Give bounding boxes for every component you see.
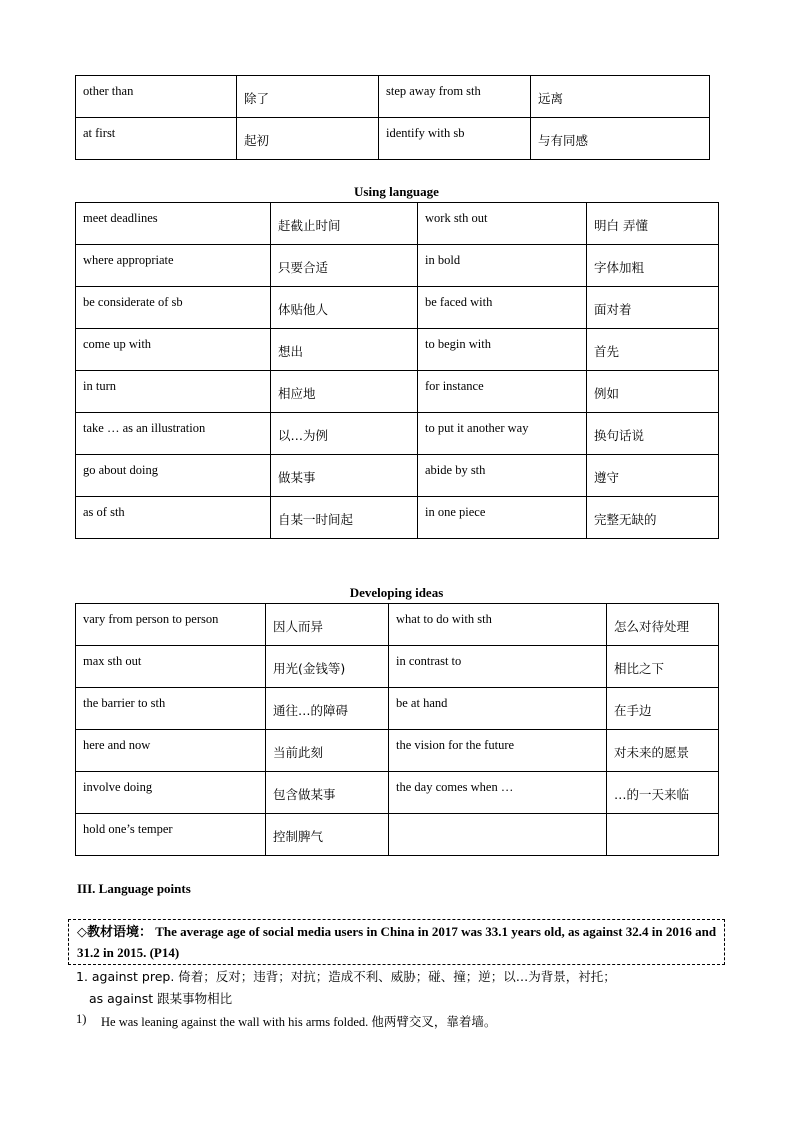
english-phrase: be faced with bbox=[425, 295, 493, 309]
section-title-using-language: Using language bbox=[354, 184, 439, 199]
phrase-cell bbox=[76, 646, 266, 688]
meaning-cell bbox=[587, 371, 719, 413]
chinese-meaning: 用光(金钱等) bbox=[273, 661, 346, 676]
chinese-meaning: 除了 bbox=[244, 91, 270, 106]
meaning-cell bbox=[587, 287, 719, 329]
phrase-cell bbox=[379, 118, 531, 160]
english-phrase: to put it another way bbox=[425, 421, 529, 435]
phrase-cell bbox=[389, 646, 607, 688]
table-row bbox=[76, 688, 719, 730]
phrase-cell bbox=[76, 772, 266, 814]
meaning-cell bbox=[587, 413, 719, 455]
meaning-cell bbox=[271, 371, 418, 413]
table-row bbox=[76, 413, 719, 455]
phrase-cell bbox=[389, 604, 607, 646]
chinese-meaning: 体贴他人 bbox=[278, 302, 329, 317]
table-row bbox=[76, 497, 719, 539]
phrase-cell bbox=[389, 730, 607, 772]
english-phrase: the day comes when … bbox=[396, 780, 514, 794]
meaning-cell bbox=[271, 497, 418, 539]
english-phrase: be considerate of sb bbox=[83, 295, 183, 309]
meaning-cell bbox=[531, 76, 710, 118]
language-points-heading: III. Language points bbox=[77, 881, 191, 896]
meaning-cell bbox=[237, 118, 379, 160]
meaning-cell bbox=[531, 118, 710, 160]
example-1-number: 1) bbox=[76, 1012, 87, 1026]
phrase-cell bbox=[418, 329, 587, 371]
chinese-meaning bbox=[607, 814, 718, 829]
table-row bbox=[76, 814, 719, 856]
meaning-cell bbox=[587, 455, 719, 497]
english-phrase: go about doing bbox=[83, 463, 158, 477]
chinese-meaning: 首先 bbox=[594, 344, 620, 359]
meaning-cell bbox=[587, 329, 719, 371]
english-phrase: take … as an illustration bbox=[83, 421, 206, 435]
meaning-cell bbox=[266, 604, 389, 646]
chinese-meaning: 明白 弄懂 bbox=[594, 218, 648, 233]
english-phrase: meet deadlines bbox=[83, 211, 158, 225]
table-row bbox=[76, 646, 719, 688]
phrase-cell bbox=[418, 287, 587, 329]
chinese-meaning: 自某一时间起 bbox=[278, 512, 354, 527]
chinese-meaning: 起初 bbox=[244, 133, 270, 148]
chinese-meaning: 通往…的障碍 bbox=[273, 703, 349, 718]
chinese-meaning: 包含做某事 bbox=[273, 787, 336, 802]
phrase-cell bbox=[76, 76, 237, 118]
chinese-meaning: 换句话说 bbox=[594, 428, 645, 443]
table-row bbox=[76, 371, 719, 413]
phrase-cell bbox=[76, 455, 271, 497]
english-phrase: what to do with sth bbox=[396, 612, 492, 626]
phrase-cell bbox=[76, 118, 237, 160]
textbook-context-box bbox=[68, 919, 725, 965]
english-phrase: work sth out bbox=[425, 211, 488, 225]
vocab-table-using-language bbox=[75, 202, 719, 539]
meaning-cell bbox=[266, 814, 389, 856]
chinese-meaning: 完整无缺的 bbox=[594, 512, 657, 527]
meaning-cell bbox=[607, 814, 719, 856]
phrase-cell bbox=[76, 688, 266, 730]
table-row bbox=[76, 203, 719, 245]
english-phrase bbox=[389, 814, 606, 822]
english-phrase: involve doing bbox=[83, 780, 153, 794]
point-1-sub: as against 跟某事物相比 bbox=[89, 991, 233, 1006]
phrase-cell bbox=[418, 455, 587, 497]
chinese-meaning: 对未来的愿景 bbox=[614, 745, 690, 760]
phrase-cell bbox=[76, 604, 266, 646]
phrase-cell bbox=[76, 371, 271, 413]
chinese-meaning: 当前此刻 bbox=[273, 745, 324, 760]
meaning-cell bbox=[266, 772, 389, 814]
phrase-cell bbox=[389, 688, 607, 730]
chinese-meaning: 因人而异 bbox=[273, 619, 324, 634]
english-phrase: come up with bbox=[83, 337, 152, 351]
meaning-cell bbox=[587, 203, 719, 245]
meaning-cell bbox=[271, 287, 418, 329]
meaning-cell bbox=[271, 413, 418, 455]
english-phrase: in turn bbox=[83, 379, 116, 393]
english-phrase: where appropriate bbox=[83, 253, 174, 267]
meaning-cell bbox=[271, 203, 418, 245]
context-label: ◇教材语境： bbox=[77, 925, 152, 940]
english-phrase: at first bbox=[83, 126, 116, 140]
phrase-cell bbox=[76, 287, 271, 329]
chinese-meaning: …的一天来临 bbox=[614, 787, 690, 802]
english-phrase: in bold bbox=[425, 253, 461, 267]
meaning-cell bbox=[271, 455, 418, 497]
meaning-cell bbox=[607, 730, 719, 772]
phrase-cell bbox=[76, 245, 271, 287]
chinese-meaning: 遵守 bbox=[594, 470, 620, 485]
english-phrase: identify with sb bbox=[386, 126, 465, 140]
phrase-cell bbox=[418, 497, 587, 539]
table-row bbox=[76, 76, 710, 118]
phrase-cell bbox=[76, 413, 271, 455]
chinese-meaning: 在手边 bbox=[614, 703, 652, 718]
chinese-meaning: 与有同感 bbox=[538, 133, 589, 148]
chinese-meaning: 以…为例 bbox=[278, 428, 329, 443]
english-phrase: step away from sth bbox=[386, 84, 481, 98]
vocab-table-developing-ideas bbox=[75, 603, 719, 856]
chinese-meaning: 相比之下 bbox=[614, 661, 665, 676]
table-row bbox=[76, 329, 719, 371]
phrase-cell bbox=[76, 497, 271, 539]
meaning-cell bbox=[607, 772, 719, 814]
meaning-cell bbox=[607, 604, 719, 646]
context-sentence: The average age of social media users in China in 2017 was 33.1 years old, as against 32.4 in 2016 and 31.2 in 2015. (P14) bbox=[77, 924, 717, 960]
english-phrase: here and now bbox=[83, 738, 151, 752]
meaning-cell bbox=[587, 245, 719, 287]
table-row bbox=[76, 118, 710, 160]
english-phrase: max sth out bbox=[83, 654, 142, 668]
chinese-meaning: 赶截止时间 bbox=[278, 218, 341, 233]
chinese-meaning: 面对着 bbox=[594, 302, 632, 317]
table-row bbox=[76, 455, 719, 497]
meaning-cell bbox=[607, 646, 719, 688]
english-phrase: the barrier to sth bbox=[83, 696, 166, 710]
phrase-cell bbox=[76, 730, 266, 772]
phrase-cell bbox=[76, 203, 271, 245]
english-phrase: in one piece bbox=[425, 505, 486, 519]
phrase-cell bbox=[76, 814, 266, 856]
phrase-cell bbox=[389, 772, 607, 814]
phrase-cell bbox=[418, 413, 587, 455]
chinese-meaning: 远离 bbox=[538, 91, 564, 106]
phrase-cell bbox=[418, 245, 587, 287]
chinese-meaning: 怎么对待处理 bbox=[614, 619, 690, 634]
meaning-cell bbox=[266, 646, 389, 688]
chinese-meaning: 只要合适 bbox=[278, 260, 329, 275]
chinese-meaning: 相应地 bbox=[278, 386, 316, 401]
english-phrase: vary from person to person bbox=[83, 612, 219, 626]
phrase-cell bbox=[418, 371, 587, 413]
example-1-sentence: He was leaning against the wall with his arms folded. 他两臂交叉，靠着墙。 bbox=[101, 1015, 497, 1029]
meaning-cell bbox=[266, 730, 389, 772]
chinese-meaning: 控制脾气 bbox=[273, 829, 324, 844]
meaning-cell bbox=[266, 688, 389, 730]
chinese-meaning: 想出 bbox=[278, 344, 304, 359]
meaning-cell bbox=[237, 76, 379, 118]
table-row bbox=[76, 245, 719, 287]
vocab-table-top bbox=[75, 75, 710, 160]
point-1-definition: 1. against prep. 倚着；反对；违背；对抗；造成不利、威胁；碰、撞；逆；以…为背景，衬托； bbox=[76, 969, 616, 984]
english-phrase: as of sth bbox=[83, 505, 125, 519]
english-phrase: be at hand bbox=[396, 696, 448, 710]
english-phrase: hold one’s temper bbox=[83, 822, 173, 836]
section-title-developing-ideas: Developing ideas bbox=[349, 585, 444, 600]
english-phrase: other than bbox=[83, 84, 134, 98]
phrase-cell bbox=[389, 814, 607, 856]
phrase-cell bbox=[379, 76, 531, 118]
english-phrase: abide by sth bbox=[425, 463, 486, 477]
english-phrase: the vision for the future bbox=[396, 738, 515, 752]
table-row bbox=[76, 730, 719, 772]
phrase-cell bbox=[76, 329, 271, 371]
chinese-meaning: 例如 bbox=[594, 386, 620, 401]
table-row bbox=[76, 772, 719, 814]
meaning-cell bbox=[271, 245, 418, 287]
english-phrase: in contrast to bbox=[396, 654, 462, 668]
meaning-cell bbox=[587, 497, 719, 539]
english-phrase: to begin with bbox=[425, 337, 491, 351]
phrase-cell bbox=[418, 203, 587, 245]
meaning-cell bbox=[607, 688, 719, 730]
table-row bbox=[76, 604, 719, 646]
chinese-meaning: 字体加粗 bbox=[594, 260, 645, 275]
english-phrase: for instance bbox=[425, 379, 484, 393]
chinese-meaning: 做某事 bbox=[278, 470, 316, 485]
table-row bbox=[76, 287, 719, 329]
meaning-cell bbox=[271, 329, 418, 371]
